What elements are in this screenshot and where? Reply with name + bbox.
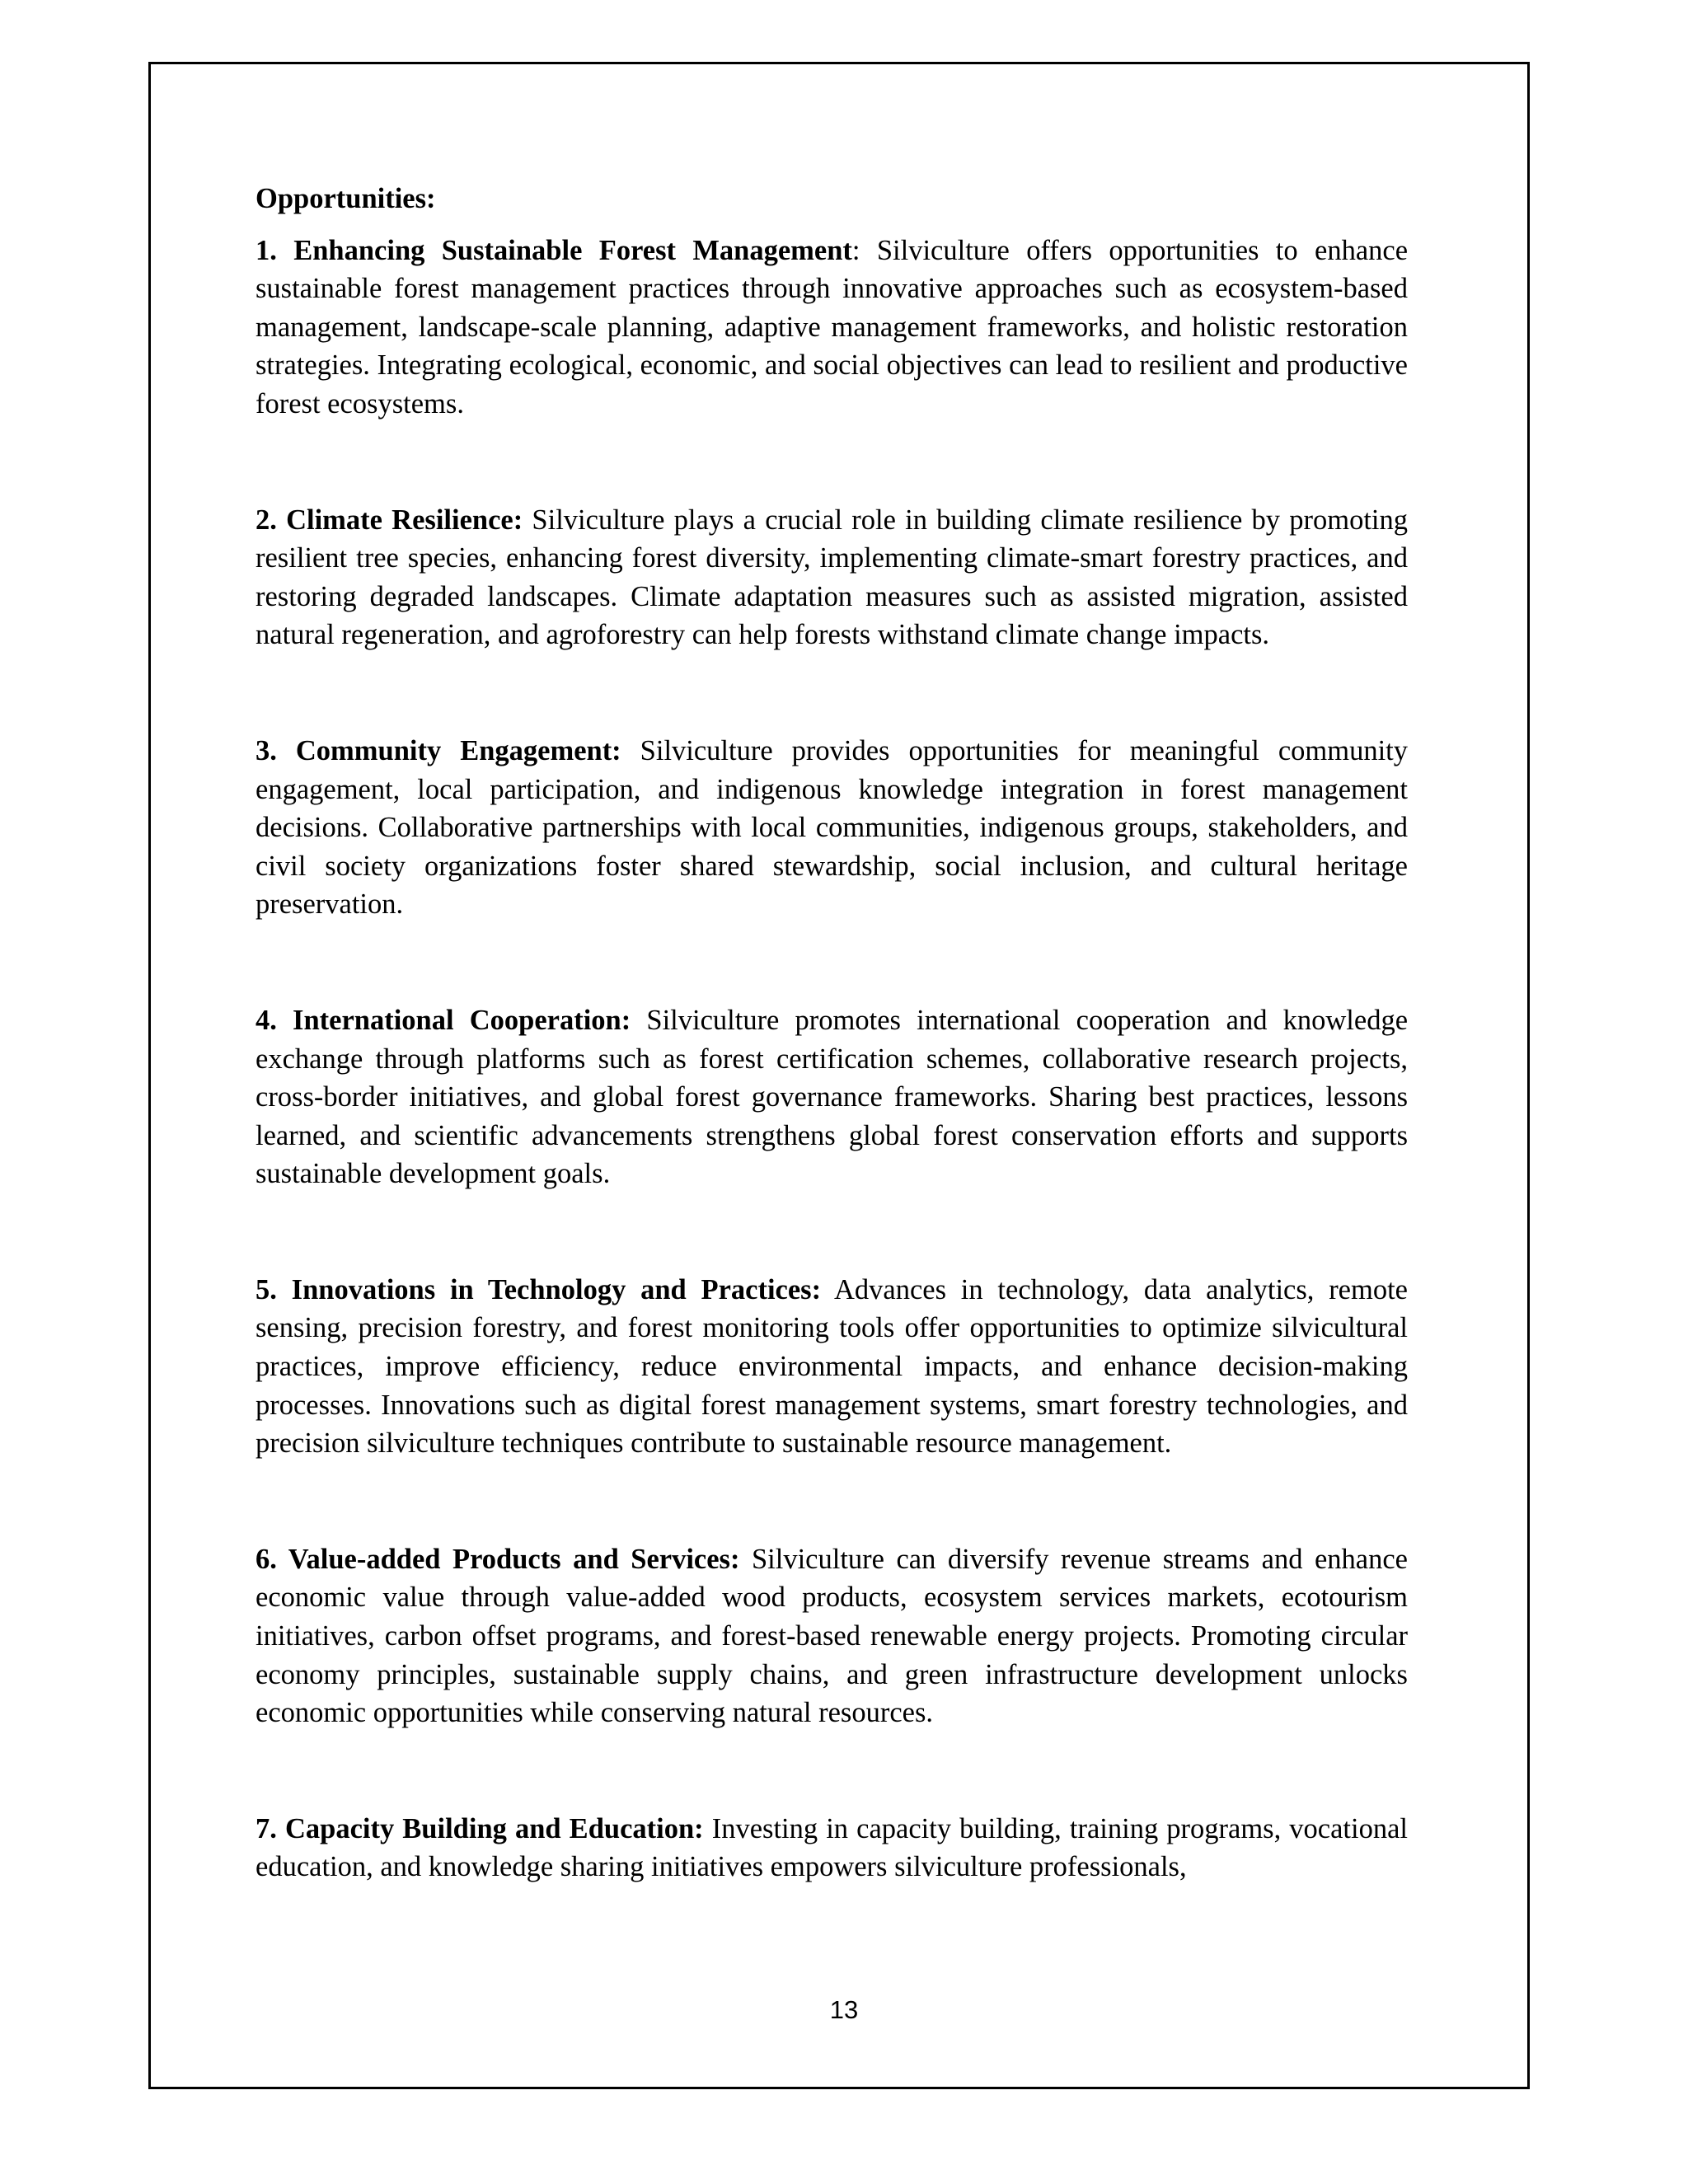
item-title: 1. Enhancing Sustainable Forest Management [256, 234, 852, 266]
page-number: 13 [829, 1995, 859, 2024]
list-item [256, 501, 1408, 654]
item-body: Silviculture promotes international cooperation and knowledge exchange through platforms such as forest certification schemes, collaborative research projects, cross-border initiatives, and global forest governance frameworks. Sharing best practices, lessons learned, and scientific advancements strengthens global forest conservation efforts and supports sustainable development goals. [256, 1004, 1409, 1190]
list-item [256, 732, 1408, 924]
list-item [256, 232, 1408, 424]
section-heading: Opportunities: [256, 183, 436, 214]
item-title: 3. Community Engagement: [256, 734, 621, 766]
list-item [256, 1271, 1408, 1463]
item-body: Silviculture can diversify revenue streams and enhance economic value through value-added wood products, ecosystem services markets, ecotourism initiatives, carbon offset programs, and forest-based renewable energy projects. Promoting circular economy principles, sustainable supply chains, and green infrastructure development unlocks economic opportunities while conserving natural resources. [256, 1543, 1408, 1729]
document-body [256, 180, 1408, 1886]
item-title: 2. Climate Resilience: [256, 504, 523, 536]
item-title: 6. Value-added Products and Services: [256, 1543, 740, 1575]
list-item [256, 1001, 1408, 1193]
item-body: Silviculture plays a crucial role in building climate resilience by promoting resilient tree species, enhancing forest diversity, implementing climate-smart forestry practices, and restoring degraded landscapes. Climate adaptation measures such as assisted migration, assisted natural regeneration, and agroforestry can help forests withstand climate change impacts. [256, 504, 1408, 651]
item-body: Investing in capacity building, training programs, vocational education, and knowledge sharing initiatives empowers silviculture professionals, [256, 1812, 1408, 1883]
item-body: Silviculture provides opportunities for meaningful community engagement, local participation, and indigenous knowledge integration in forest management decisions. Collaborative partnerships with local communities, indigenous groups, stakeholders, and civil society organizations foster shared stewardship, social inclusion, and cultural heritage preservation. [256, 734, 1408, 921]
item-title: 5. Innovations in Technology and Practices: [256, 1273, 822, 1305]
list-item [256, 1810, 1408, 1886]
item-title: 4. International Cooperation: [256, 1004, 631, 1036]
item-title: 7. Capacity Building and Education: [256, 1812, 704, 1844]
item-body: Silviculture offers opportunities to enhance sustainable forest management practices through innovative approaches such as ecosystem-based management, landscape-scale planning, adaptive management frameworks, and holistic restoration strategies. Integrating ecological, economic, and social objectives can lead to resilient and productive forest ecosystems. [256, 234, 1409, 419]
item-body: Advances in technology, data analytics, remote sensing, precision forestry, and forest monitoring tools offer opportunities to optimize silvicultural practices, improve efficiency, reduce environmental impacts, and enhance decision-making processes. Innovations such as digital forest management systems, smart forestry technologies, and precision silviculture techniques contribute to sustainable resource management. [256, 1273, 1408, 1460]
list-item [256, 1540, 1408, 1732]
item-separator: : [851, 234, 860, 266]
